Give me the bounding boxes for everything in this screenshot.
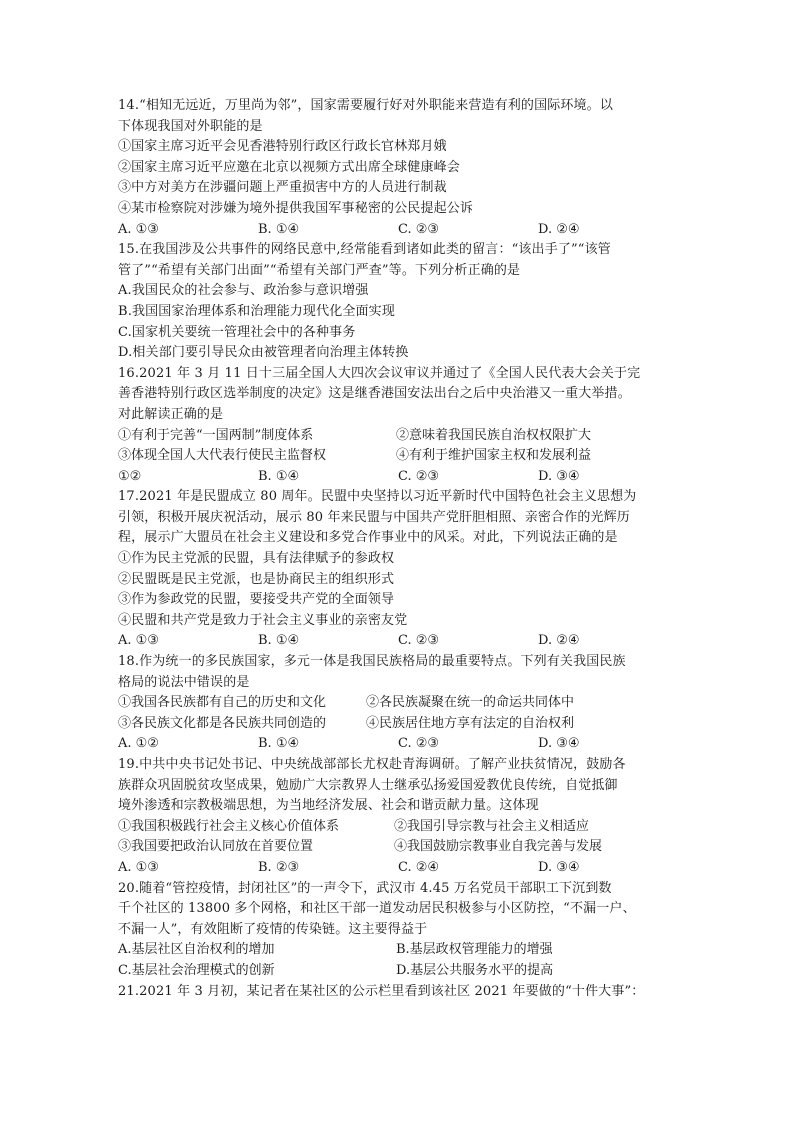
statement-row xyxy=(118,446,678,467)
exam-page xyxy=(118,96,678,1002)
option-c: C. ②③ xyxy=(398,736,440,752)
option-a: A. ①③ xyxy=(118,221,159,237)
question-stem-line: 20.随着“管控疫情，封闭社区”的一声令下，武汉市 4.45 万名党员干部职工下沉到数 xyxy=(118,880,612,896)
option-b: B.我国国家治理体系和治理能力现代化全面实现 xyxy=(118,303,395,319)
statement-item: ②国家主席习近平应邀在北京以视频方式出席全球健康峰会 xyxy=(118,159,460,175)
option-c: C.国家机关要统一管理社会中的各种事务 xyxy=(118,324,356,340)
option-c: C. ②③ xyxy=(398,633,440,649)
answer-options-row xyxy=(118,940,678,961)
question-stem-line: 18.作为统一的多民族国家，多元一体是我国民族格局的最重要特点。下列有关我国民族 xyxy=(118,654,626,670)
statement-item: ①我国各民族都有自己的历史和文化 xyxy=(118,695,327,711)
answer-options xyxy=(118,220,678,241)
statement-item: ④民盟和共产党是致力于社会主义事业的亲密友党 xyxy=(118,612,408,628)
statement-row xyxy=(118,426,678,447)
question-14 xyxy=(118,96,678,240)
statement-item: ③各民族文化都是各民族共同创造的 xyxy=(118,715,327,731)
option-a: A. ①③ xyxy=(118,859,159,875)
question-21 xyxy=(118,982,678,1003)
statement-item: ③中方对美方在涉疆问题上严重损害中方的人员进行制裁 xyxy=(118,180,447,196)
option-a: A.基层社区自治权利的增加 xyxy=(118,942,275,958)
question-stem-line: 管了”“希望有关部门出面”“希望有关部门严查”等。下列分析正确的是 xyxy=(118,262,521,278)
answer-options xyxy=(118,734,678,755)
question-18 xyxy=(118,652,678,755)
option-b: B. ①④ xyxy=(258,633,300,649)
option-b: B. ①④ xyxy=(258,736,300,752)
option-c: C. ②③ xyxy=(398,468,440,484)
option-d: D. ②④ xyxy=(538,221,580,237)
answer-options xyxy=(118,858,678,879)
option-a: A. ①② xyxy=(118,736,159,752)
option-b: B. ②③ xyxy=(258,859,300,875)
statement-row xyxy=(118,714,678,735)
option-a: A. ①③ xyxy=(118,633,159,649)
question-17 xyxy=(118,487,678,652)
question-stem-line: 下体现我国对外职能的是 xyxy=(118,118,263,134)
question-stem-line: 千个社区的 13800 多个网格，和社区干部一道发动居民积极参与小区防控，“不漏一户、 xyxy=(118,901,636,917)
question-15 xyxy=(118,240,678,364)
question-stem-line: 引领，积极开展庆祝活动，展示 80 年来民盟与中国共产党肝胆相照、亲密合作的光辉历 xyxy=(118,509,630,525)
statement-item: ③体现全国人大代表行使民主监督权 xyxy=(118,448,327,464)
statement-item: ②各民族凝聚在统一的命运共同体中 xyxy=(366,695,575,711)
answer-options-row xyxy=(118,961,678,982)
answer-options xyxy=(118,467,678,488)
question-19 xyxy=(118,755,678,879)
question-stem-line: 17.2021 年是民盟成立 80 周年。民盟中央坚持以习近平新时代中国特色社会主义思想为 xyxy=(118,489,637,505)
statement-item: ④民族居住地方享有法定的自治权利 xyxy=(366,715,575,731)
question-stem-line: 16.2021 年 3 月 11 日十三届全国人大四次会议审议并通过了《全国人民代表大会关于完 xyxy=(118,365,641,381)
option-d: D.基层公共服务水平的提高 xyxy=(396,962,554,978)
question-stem-line: 不漏一人”，有效阻断了疫情的传染链。这主要得益于 xyxy=(118,921,428,937)
option-d: D. ③④ xyxy=(538,736,580,752)
statement-item: ②我国引导宗教与社会主义相适应 xyxy=(394,818,590,834)
option-a: ①② xyxy=(118,468,142,484)
question-stem-line: 14.“相知无远近，万里尚为邻”，国家需要履行好对外职能来营造有利的国际环境。以 xyxy=(118,98,613,113)
statement-row xyxy=(118,837,678,858)
question-stem-line: 族群众巩固脱贫攻坚成果，勉励广大宗教界人士继承弘扬爱国爱教优良传统，自觉抵御 xyxy=(118,777,618,793)
statement-item: ①我国积极践行社会主义核心价值体系 xyxy=(118,818,340,834)
answer-options xyxy=(118,631,678,652)
statement-item: ④某市检察院对涉嫌为境外提供我国军事秘密的公民提起公诉 xyxy=(118,200,474,216)
question-16 xyxy=(118,364,678,488)
option-d: D. ③④ xyxy=(538,468,580,484)
question-stem-line: 格局的说法中错误的是 xyxy=(118,674,250,690)
option-b: B. ①④ xyxy=(258,468,300,484)
option-a: A.我国民众的社会参与、政治参与意识增强 xyxy=(118,283,369,299)
question-stem-line: 善香港特别行政区选举制度的决定》这是继香港国安法出台之后中央治港又一重大举措。 xyxy=(118,386,631,402)
question-stem-line: 19.中共中央书记处书记、中央统战部部长尤权赴青海调研。了解产业扶贫情况，鼓励各 xyxy=(118,757,626,772)
statement-item: ②意味着我国民族自治权权限扩大 xyxy=(396,427,592,443)
statement-row xyxy=(118,817,678,838)
statement-item: ③我国要把政治认同放在首要位置 xyxy=(118,839,314,855)
option-c: C. ②③ xyxy=(398,221,440,237)
option-b: B. ①④ xyxy=(258,221,300,237)
statement-item: ④有利于维护国家主权和发展利益 xyxy=(396,448,592,464)
question-stem-line: 15.在我国涉及公共事件的网络民意中,经常能看到诸如此类的留言：“该出手了”“该管 xyxy=(118,242,611,258)
statement-item: ①国家主席习近平会见香港特别行政区行政长官林郑月娥 xyxy=(118,139,447,155)
statement-item: ①有利于完善“一国两制”制度体系 xyxy=(118,427,314,443)
question-stem-line: 程，展示广大盟员在社会主义建设和多党合作事业中的风采。对此，下列说法正确的是 xyxy=(118,530,618,546)
question-stem-line: 境外渗透和宗教极端思想，为当地经济发展、社会和谐贡献力量。这体现 xyxy=(118,798,539,814)
option-d: D.相关部门要引导民众由被管理者向治理主体转换 xyxy=(118,345,409,361)
statement-item: ③作为参政党的民盟，要接受共产党的全面领导 xyxy=(118,592,395,608)
question-stem-line: 21.2021 年 3 月初，某记者在某社区的公示栏里看到该社区 2021 年要做的“十件大事”： xyxy=(118,983,645,999)
statement-item: ①作为民主党派的民盟，具有法律赋予的参政权 xyxy=(118,551,395,567)
question-stem-line: 对此解读正确的是 xyxy=(118,406,224,422)
option-c: C. ②④ xyxy=(398,859,440,875)
option-d: D. ③④ xyxy=(538,859,580,875)
option-d: D. ②④ xyxy=(538,633,580,649)
statement-item: ②民盟既是民主党派，也是协商民主的组织形式 xyxy=(118,571,395,587)
statement-row xyxy=(118,693,678,714)
question-20 xyxy=(118,879,678,982)
option-c: C.基层社会治理模式的创新 xyxy=(118,962,275,978)
option-b: B.基层政权管理能力的增强 xyxy=(396,942,553,958)
statement-item: ④我国鼓励宗教事业自我完善与发展 xyxy=(394,839,603,855)
